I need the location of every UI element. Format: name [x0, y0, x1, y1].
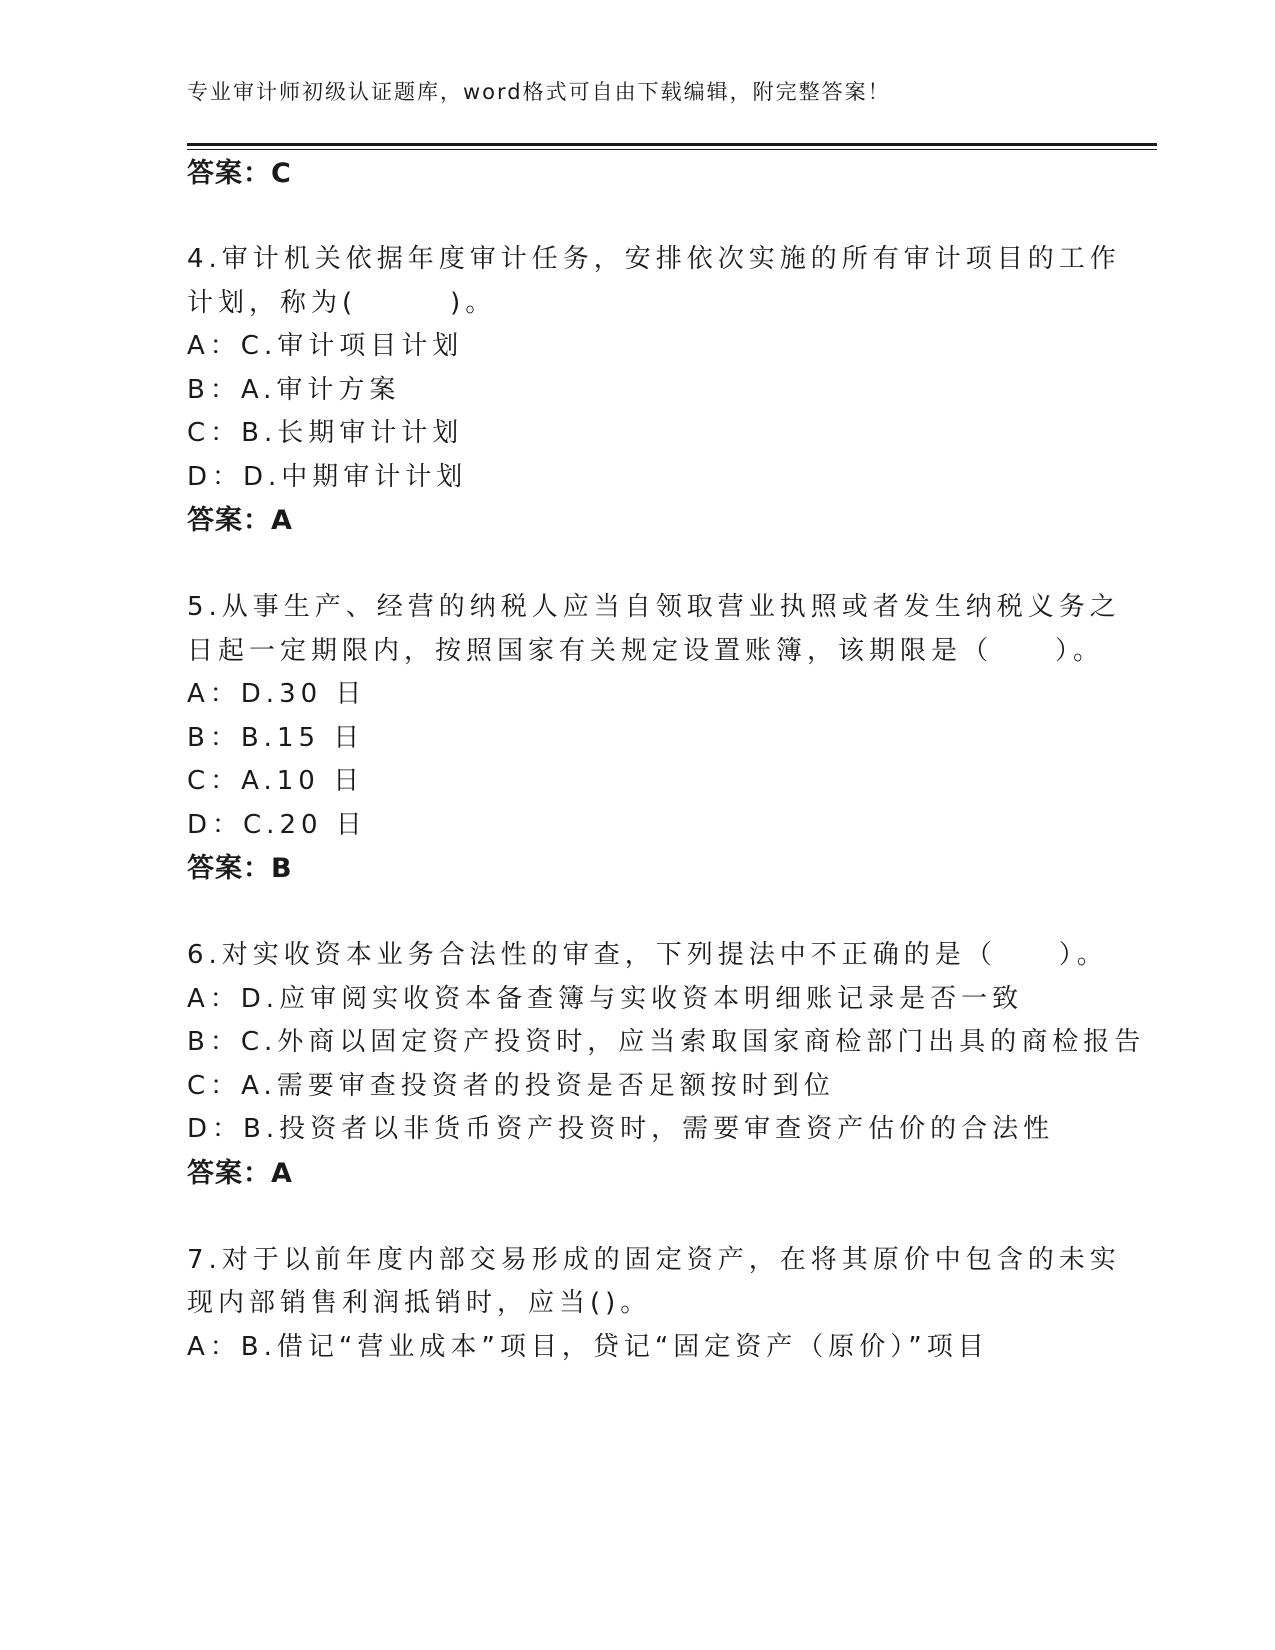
header-rule-thick	[187, 143, 1157, 146]
question-4-stem-line-2: 计划，称为( )。	[187, 288, 497, 318]
question-6-option-b: B：C.外商以固定资产投资时，应当索取国家商检部门出具的商检报告	[187, 1027, 1146, 1057]
question-4-stem-line-1: 4.审计机关依据年度审计任务，安排依次实施的所有审计项目的工作	[187, 244, 1121, 274]
page-header: 专业审计师初级认证题库，word格式可自由下载编辑，附完整答案！	[187, 80, 891, 104]
question-4-option-a: A：C.审计项目计划	[187, 331, 464, 361]
question-7-option-a: A：B.借记“营业成本”项目，贷记“固定资产（原价）”项目	[187, 1332, 989, 1362]
question-6-option-a: A：D.应审阅实收资本备查簿与实收资本明细账记录是否一致	[187, 984, 1024, 1014]
question-6-option-d: D：B.投资者以非货币资产投资时，需要审查资产估价的合法性	[187, 1114, 1055, 1144]
question-6-option-c: C：A.需要审查投资者的投资是否足额按时到位	[187, 1071, 835, 1101]
question-5-option-b: B：B.15 日	[187, 723, 365, 753]
question-5-option-d: D：C.20 日	[187, 810, 367, 840]
question-4-answer: 答案：A	[187, 505, 293, 536]
question-5-answer: 答案：B	[187, 853, 293, 884]
question-4-option-b: B：A.审计方案	[187, 375, 401, 405]
question-5-stem-line-1: 5.从事生产、经营的纳税人应当自领取营业执照或者发生纳税义务之	[187, 592, 1121, 622]
question-6-stem-line-1: 6.对实收资本业务合法性的审查，下列提法中不正确的是（ ）。	[187, 940, 1108, 970]
question-4-option-d: D：D.中期审计计划	[187, 462, 468, 492]
question-5-option-a: A：D.30 日	[187, 679, 367, 709]
question-7-stem-line-2: 现内部销售利润抵销时，应当()。	[187, 1288, 652, 1318]
previous-answer: 答案：C	[187, 158, 292, 189]
question-4-option-c: C：B.长期审计计划	[187, 418, 464, 448]
question-6-answer: 答案：A	[187, 1158, 293, 1189]
question-5-stem-line-2: 日起一定期限内，按照国家有关规定设置账簿，该期限是（ ）。	[187, 636, 1105, 666]
header-rule-thin	[187, 149, 1157, 150]
question-7-stem-line-1: 7.对于以前年度内部交易形成的固定资产，在将其原价中包含的未实	[187, 1245, 1121, 1275]
question-5-option-c: C：A.10 日	[187, 766, 365, 796]
